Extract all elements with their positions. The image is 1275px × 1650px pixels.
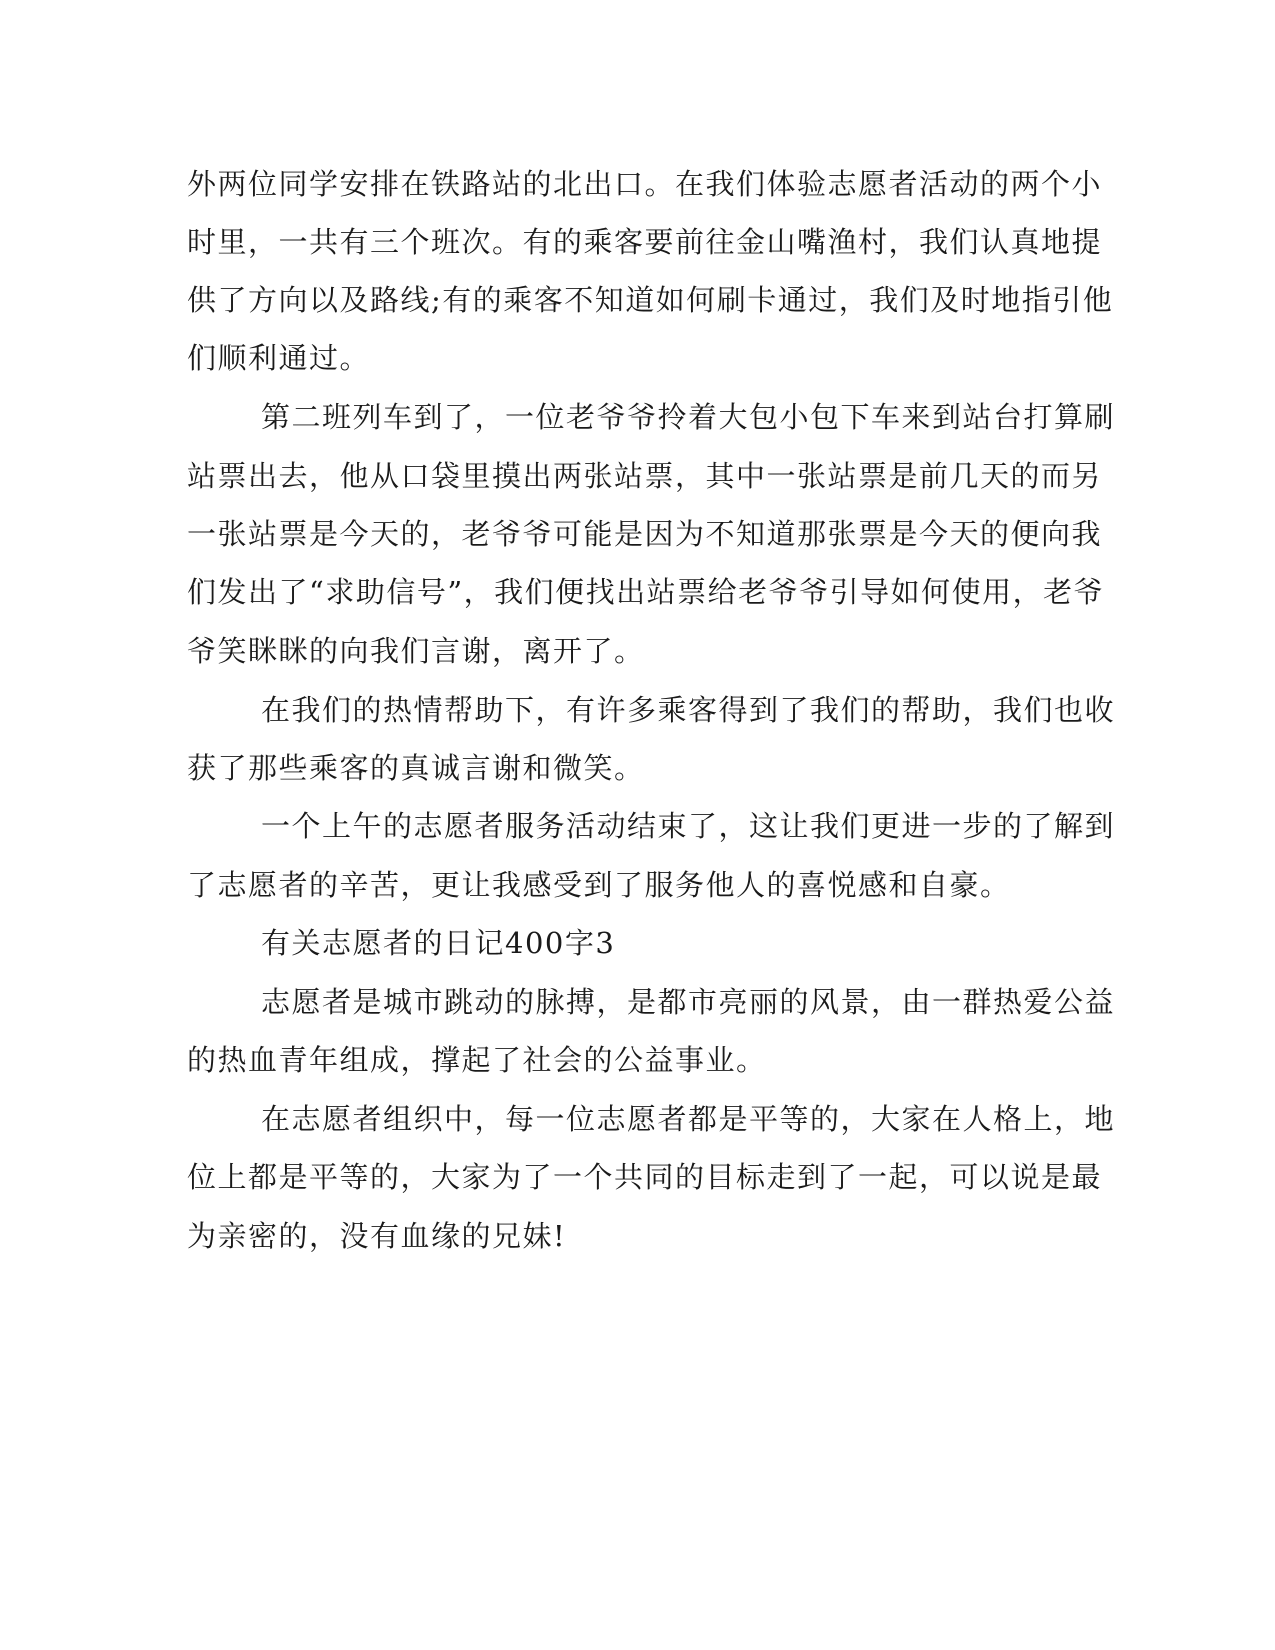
section-heading: 有关志愿者的日记400字3	[261, 926, 616, 960]
paragraph-line: 在我们的热情帮助下，有许多乘客得到了我们的帮助，我们也收	[261, 693, 1116, 727]
paragraph-line: 志愿者是城市跳动的脉搏，是都市亮丽的风景，由一群热爱公益	[261, 985, 1116, 1019]
paragraph-line: 第二班列车到了，一位老爷爷拎着大包小包下车来到站台打算刷	[261, 400, 1116, 434]
paragraph-line: 供了方向以及路线;有的乘客不知道如何刷卡通过，我们及时地指引他	[187, 283, 1114, 317]
paragraph-line: 爷笑眯眯的向我们言谢，离开了。	[187, 634, 645, 668]
paragraph-line: 站票出去，他从口袋里摸出两张站票，其中一张站票是前几天的而另	[187, 459, 1103, 493]
paragraph-line: 一个上午的志愿者服务活动结束了，这让我们更进一步的了解到	[261, 809, 1116, 843]
paragraph-line: 获了那些乘客的真诚言谢和微笑。	[187, 751, 645, 785]
paragraph-line: 时里，一共有三个班次。有的乘客要前往金山嘴渔村，我们认真地提	[187, 225, 1103, 259]
paragraph-line: 为亲密的，没有血缘的兄妹!	[187, 1219, 567, 1253]
paragraph-line: 一张站票是今天的，老爷爷可能是因为不知道那张票是今天的便向我	[187, 517, 1103, 551]
paragraph-line: 了志愿者的辛苦，更让我感受到了服务他人的喜悦感和自豪。	[187, 868, 1011, 902]
paragraph-line: 们发出了“求助信号”，我们便找出站票给老爷爷引导如何使用，老爷	[187, 575, 1105, 609]
paragraph-line: 在志愿者组织中，每一位志愿者都是平等的，大家在人格上，地	[261, 1102, 1116, 1136]
paragraph-line: 外两位同学安排在铁路站的北出口。在我们体验志愿者活动的两个小	[187, 167, 1103, 201]
paragraph-line: 们顺利通过。	[187, 341, 371, 375]
paragraph-line: 的热血青年组成，撑起了社会的公益事业。	[187, 1043, 767, 1077]
paragraph-line: 位上都是平等的，大家为了一个共同的目标走到了一起，可以说是最	[187, 1160, 1103, 1194]
